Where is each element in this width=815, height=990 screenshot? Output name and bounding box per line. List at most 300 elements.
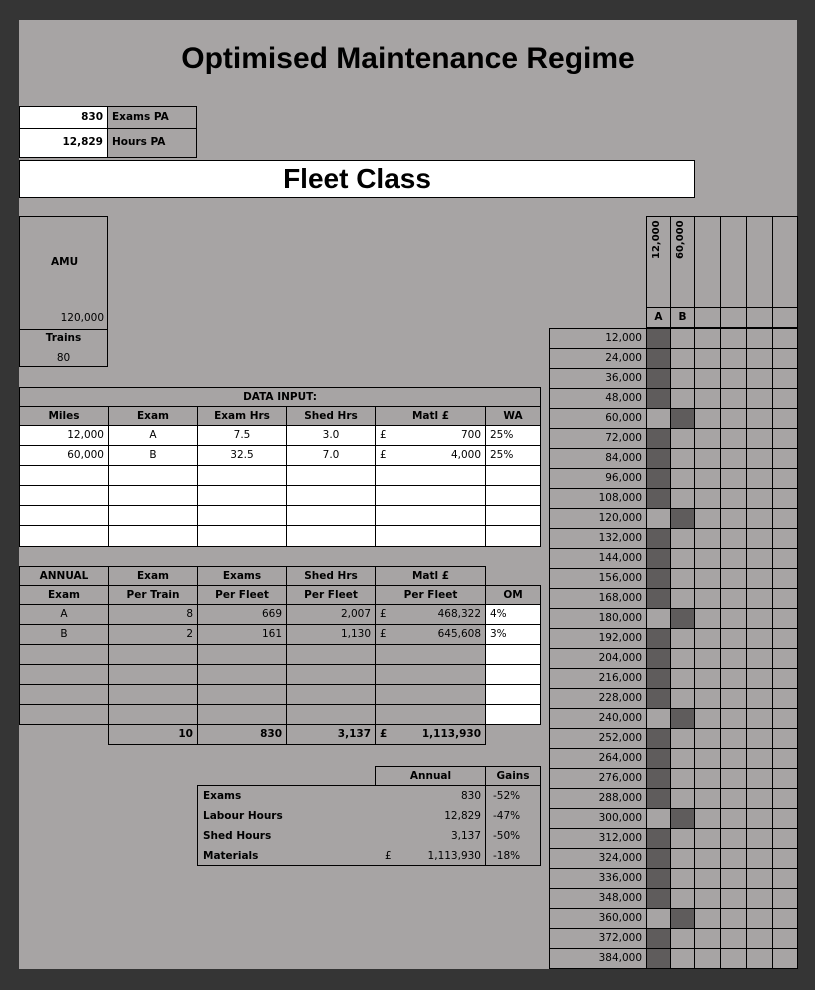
schedule-header-cell — [694, 216, 721, 308]
annual-cell: 2,007 — [286, 604, 376, 625]
schedule-cell — [694, 448, 721, 469]
schedule-row-miles: 168,000 — [549, 588, 647, 609]
schedule-cell — [746, 808, 773, 829]
schedule-header-cell — [720, 216, 747, 308]
schedule-cell — [746, 828, 773, 849]
annual-cell — [375, 664, 486, 685]
data-input-cell[interactable] — [19, 465, 109, 486]
schedule-cell — [694, 808, 721, 829]
schedule-cell — [746, 928, 773, 949]
schedule-cell — [694, 888, 721, 909]
schedule-cell — [720, 608, 747, 629]
data-input-cell[interactable] — [108, 465, 198, 486]
data-input-cell[interactable] — [485, 525, 541, 547]
annual-cell: 161 — [197, 624, 287, 645]
schedule-cell — [772, 848, 798, 869]
data-input-cell[interactable]: 7.5 — [197, 425, 287, 446]
schedule-exam-marker — [646, 528, 671, 549]
schedule-exam-marker — [646, 948, 671, 969]
schedule-cell — [772, 348, 798, 369]
annual-cell[interactable]: 3% — [485, 624, 541, 645]
annual-header: Matl £ — [375, 566, 486, 586]
annual-cell — [19, 684, 109, 705]
data-input-cell[interactable]: 25% — [485, 425, 541, 446]
data-input-cell[interactable] — [19, 505, 109, 526]
schedule-letter-cell — [720, 307, 747, 328]
schedule-cell — [694, 508, 721, 529]
schedule-cell — [670, 568, 695, 589]
annual-subheader: Per Fleet — [197, 585, 287, 605]
annual-cell[interactable] — [485, 704, 541, 725]
schedule-cell — [772, 808, 798, 829]
schedule-cell — [746, 508, 773, 529]
data-input-cell[interactable] — [286, 485, 376, 506]
schedule-exam-marker — [646, 888, 671, 909]
schedule-cell — [746, 328, 773, 349]
annual-cell — [19, 644, 109, 665]
gains-row-value: -47% — [493, 810, 521, 822]
schedule-exam-marker — [646, 568, 671, 589]
data-input-cell[interactable] — [108, 485, 198, 506]
schedule-cell — [746, 548, 773, 569]
schedule-cell — [746, 468, 773, 489]
schedule-cell — [746, 428, 773, 449]
schedule-cell — [670, 788, 695, 809]
annual-cell — [286, 644, 376, 665]
data-input-cell[interactable]: £ 700 — [375, 425, 486, 446]
schedule-cell — [670, 728, 695, 749]
schedule-row-miles: 300,000 — [549, 808, 647, 829]
schedule-cell — [720, 508, 747, 529]
schedule-cell — [720, 568, 747, 589]
schedule-cell — [746, 368, 773, 389]
gains-separator — [485, 785, 486, 866]
schedule-cell — [670, 648, 695, 669]
schedule-cell — [694, 368, 721, 389]
exams-pa-label: Exams PA — [107, 106, 197, 129]
schedule-cell — [720, 528, 747, 549]
schedule-cell — [694, 628, 721, 649]
data-input-cell[interactable]: 25% — [485, 445, 541, 466]
schedule-column-miles: 12,000 — [651, 220, 662, 259]
schedule-cell — [670, 888, 695, 909]
schedule-cell — [670, 488, 695, 509]
schedule-row-miles: 12,000 — [549, 328, 647, 349]
schedule-exam-marker — [646, 468, 671, 489]
gains-header-gains: Gains — [485, 766, 541, 786]
schedule-cell — [720, 408, 747, 429]
annual-total: 3,137 — [286, 724, 376, 745]
data-input-cell[interactable] — [197, 465, 287, 486]
schedule-cell — [746, 748, 773, 769]
data-input-cell[interactable] — [375, 525, 486, 547]
schedule-row-miles: 120,000 — [549, 508, 647, 529]
schedule-cell — [746, 388, 773, 409]
schedule-cell — [772, 668, 798, 689]
currency-symbol: £ — [385, 850, 392, 862]
data-input-cell[interactable] — [197, 505, 287, 526]
annual-total: 830 — [197, 724, 287, 745]
schedule-exam-marker — [646, 368, 671, 389]
annual-header: Exams — [197, 566, 287, 586]
schedule-exam-marker — [646, 788, 671, 809]
data-input-cell[interactable] — [375, 465, 486, 486]
schedule-cell — [772, 688, 798, 709]
data-input-cell[interactable] — [286, 465, 376, 486]
schedule-cell — [720, 328, 747, 349]
schedule-row-miles: 276,000 — [549, 768, 647, 789]
currency-symbol: £ — [380, 429, 387, 441]
data-input-cell[interactable] — [375, 485, 486, 506]
gains-row-label: Labour Hours — [203, 810, 283, 822]
data-input-header: Exam Hrs — [197, 406, 287, 426]
data-input-cell[interactable]: 60,000 — [19, 445, 109, 466]
schedule-cell — [670, 748, 695, 769]
schedule-row-miles: 288,000 — [549, 788, 647, 809]
annual-cell: £ 645,608 — [375, 624, 486, 645]
schedule-cell — [772, 468, 798, 489]
annual-cell: 2 — [108, 624, 198, 645]
schedule-cell — [720, 828, 747, 849]
schedule-cell — [694, 848, 721, 869]
schedule-cell — [746, 848, 773, 869]
schedule-cell — [720, 768, 747, 789]
data-input-cell[interactable] — [286, 505, 376, 526]
gains-row-annual: 3,137 — [450, 830, 481, 842]
schedule-cell — [772, 948, 798, 969]
schedule-row-miles: 156,000 — [549, 568, 647, 589]
schedule-cell — [720, 348, 747, 369]
schedule-cell — [720, 728, 747, 749]
annual-cell — [286, 704, 376, 725]
data-input-cell[interactable] — [375, 505, 486, 526]
schedule-cell — [746, 608, 773, 629]
schedule-cell — [720, 368, 747, 389]
schedule-cell — [772, 648, 798, 669]
schedule-letter-cell: A — [646, 307, 671, 328]
currency-symbol: £ — [380, 449, 387, 461]
schedule-row-miles: 324,000 — [549, 848, 647, 869]
schedule-cell — [670, 528, 695, 549]
data-input-cell[interactable] — [108, 525, 198, 547]
schedule-exam-marker — [646, 588, 671, 609]
schedule-cell — [670, 948, 695, 969]
annual-cell: 669 — [197, 604, 287, 625]
annual-cell: £ 468,322 — [375, 604, 486, 625]
currency-symbol: £ — [380, 728, 388, 740]
annual-cell — [108, 704, 198, 725]
schedule-cell — [694, 588, 721, 609]
trains-value[interactable]: 80 — [56, 352, 71, 364]
schedule-cell — [772, 548, 798, 569]
annual-subheader: Per Fleet — [375, 585, 486, 605]
schedule-header-cell — [772, 216, 798, 308]
annual-cell — [197, 644, 287, 665]
schedule-exam-marker — [646, 848, 671, 869]
schedule-row-miles: 228,000 — [549, 688, 647, 709]
schedule-exam-marker — [646, 928, 671, 949]
data-input-cell[interactable] — [108, 505, 198, 526]
schedule-cell — [670, 348, 695, 369]
schedule-cell — [720, 588, 747, 609]
schedule-row-miles: 72,000 — [549, 428, 647, 449]
schedule-exam-marker — [646, 388, 671, 409]
schedule-cell — [694, 528, 721, 549]
schedule-cell — [772, 368, 798, 389]
gains-row-value: -50% — [493, 830, 521, 842]
schedule-cell — [720, 928, 747, 949]
schedule-cell — [720, 888, 747, 909]
schedule-cell — [746, 708, 773, 729]
annual-cell — [197, 684, 287, 705]
schedule-cell — [694, 708, 721, 729]
schedule-exam-marker — [646, 348, 671, 369]
schedule-row-miles: 180,000 — [549, 608, 647, 629]
annual-cell[interactable] — [485, 664, 541, 685]
schedule-exam-marker — [670, 408, 695, 429]
schedule-letter-cell — [746, 307, 773, 328]
data-input-cell[interactable] — [197, 525, 287, 547]
schedule-cell — [646, 708, 671, 729]
spreadsheet-sheet — [19, 20, 797, 969]
schedule-row-miles: 348,000 — [549, 888, 647, 909]
schedule-exam-marker — [646, 648, 671, 669]
schedule-cell — [772, 408, 798, 429]
schedule-cell — [772, 628, 798, 649]
annual-cell — [19, 664, 109, 685]
annual-cell — [197, 664, 287, 685]
schedule-cell — [670, 928, 695, 949]
schedule-cell — [746, 768, 773, 789]
schedule-cell — [720, 388, 747, 409]
schedule-cell — [720, 648, 747, 669]
schedule-cell — [670, 428, 695, 449]
schedule-cell — [746, 568, 773, 589]
schedule-cell — [772, 828, 798, 849]
schedule-exam-marker — [646, 748, 671, 769]
schedule-cell — [772, 748, 798, 769]
schedule-exam-marker — [646, 768, 671, 789]
schedule-cell — [694, 348, 721, 369]
schedule-cell — [720, 848, 747, 869]
gains-header-annual: Annual — [375, 766, 486, 786]
annual-cell: A — [19, 604, 109, 625]
schedule-cell — [670, 468, 695, 489]
annual-header: Shed Hrs — [286, 566, 376, 586]
schedule-cell — [720, 788, 747, 809]
schedule-cell — [694, 568, 721, 589]
schedule-cell — [646, 908, 671, 929]
schedule-exam-marker — [646, 728, 671, 749]
schedule-cell — [746, 488, 773, 509]
schedule-cell — [720, 688, 747, 709]
schedule-cell — [670, 828, 695, 849]
schedule-cell — [746, 408, 773, 429]
schedule-cell — [670, 448, 695, 469]
schedule-cell — [746, 948, 773, 969]
schedule-exam-marker — [670, 908, 695, 929]
data-input-cell[interactable]: 7.0 — [286, 445, 376, 466]
annual-subheader: Exam — [19, 585, 109, 605]
schedule-cell — [694, 908, 721, 929]
schedule-column-miles: 60,000 — [675, 220, 686, 259]
schedule-row-miles: 264,000 — [549, 748, 647, 769]
schedule-cell — [720, 808, 747, 829]
schedule-row-miles: 240,000 — [549, 708, 647, 729]
schedule-letter-cell: B — [670, 307, 695, 328]
schedule-cell — [694, 648, 721, 669]
hours-pa-value[interactable]: 12,829 — [19, 128, 108, 158]
schedule-cell — [746, 868, 773, 889]
schedule-row-miles: 84,000 — [549, 448, 647, 469]
schedule-cell — [670, 688, 695, 709]
annual-cell — [19, 704, 109, 725]
schedule-cell — [694, 608, 721, 629]
annual-cell[interactable] — [485, 644, 541, 665]
annual-cell — [286, 664, 376, 685]
sheet-title: Optimised Maintenance Regime — [181, 42, 635, 75]
schedule-cell — [720, 428, 747, 449]
data-input-header: Exam — [108, 406, 198, 426]
schedule-exam-marker — [646, 828, 671, 849]
schedule-cell — [772, 868, 798, 889]
schedule-cell — [670, 588, 695, 609]
schedule-exam-marker — [670, 608, 695, 629]
annual-cell — [375, 704, 486, 725]
schedule-cell — [694, 828, 721, 849]
exams-pa-value[interactable]: 830 — [19, 106, 108, 129]
data-input-cell[interactable] — [485, 485, 541, 506]
schedule-cell — [720, 948, 747, 969]
schedule-cell — [720, 468, 747, 489]
schedule-cell — [746, 528, 773, 549]
schedule-cell — [772, 908, 798, 929]
schedule-row-miles: 312,000 — [549, 828, 647, 849]
currency-symbol: £ — [380, 628, 387, 640]
schedule-row-miles: 216,000 — [549, 668, 647, 689]
schedule-exam-marker — [670, 508, 695, 529]
schedule-cell — [694, 748, 721, 769]
gains-row-label: Shed Hours — [203, 830, 272, 842]
data-input-cell[interactable]: 3.0 — [286, 425, 376, 446]
schedule-cell — [694, 428, 721, 449]
data-input-header: Shed Hrs — [286, 406, 376, 426]
data-input-cell[interactable]: 12,000 — [19, 425, 109, 446]
schedule-row-miles: 204,000 — [549, 648, 647, 669]
schedule-cell — [772, 328, 798, 349]
schedule-cell — [694, 728, 721, 749]
schedule-cell — [646, 808, 671, 829]
schedule-cell — [720, 748, 747, 769]
schedule-cell — [772, 928, 798, 949]
gains-row-annual: 1,113,930 — [427, 850, 481, 862]
schedule-exam-marker — [646, 688, 671, 709]
schedule-row-miles: 132,000 — [549, 528, 647, 549]
data-input-cell[interactable]: B — [108, 445, 198, 466]
data-input-cell[interactable]: 32.5 — [197, 445, 287, 466]
annual-cell — [197, 704, 287, 725]
schedule-cell — [694, 388, 721, 409]
annual-cell: B — [19, 624, 109, 645]
schedule-row-miles: 384,000 — [549, 948, 647, 969]
schedule-exam-marker — [646, 428, 671, 449]
data-input-cell[interactable] — [286, 525, 376, 547]
amu-label: AMU — [51, 256, 79, 268]
annual-header: ANNUAL — [19, 566, 109, 586]
data-input-header: Matl £ — [375, 406, 486, 426]
gains-row-value: -52% — [493, 790, 521, 802]
data-input-cell[interactable]: £ 4,000 — [375, 445, 486, 466]
schedule-cell — [670, 668, 695, 689]
schedule-cell — [670, 328, 695, 349]
data-input-cell[interactable] — [19, 485, 109, 506]
hours-pa-label: Hours PA — [107, 128, 197, 158]
schedule-cell — [720, 908, 747, 929]
schedule-cell — [694, 928, 721, 949]
data-input-header: WA — [485, 406, 541, 426]
schedule-row-miles: 48,000 — [549, 388, 647, 409]
schedule-cell — [694, 468, 721, 489]
data-input-cell[interactable] — [197, 485, 287, 506]
data-input-cell[interactable]: A — [108, 425, 198, 446]
amu-value[interactable]: 120,000 — [60, 312, 104, 324]
schedule-letter-cell — [772, 307, 798, 328]
schedule-cell — [746, 668, 773, 689]
annual-subheader: Per Train — [108, 585, 198, 605]
schedule-row-miles: 192,000 — [549, 628, 647, 649]
schedule-cell — [670, 628, 695, 649]
annual-cell[interactable]: 4% — [485, 604, 541, 625]
schedule-cell — [720, 548, 747, 569]
schedule-cell — [646, 608, 671, 629]
schedule-cell — [772, 568, 798, 589]
schedule-cell — [772, 728, 798, 749]
schedule-cell — [670, 388, 695, 409]
schedule-cell — [694, 948, 721, 969]
annual-header: Exam — [108, 566, 198, 586]
schedule-exam-marker — [646, 668, 671, 689]
data-input-cell[interactable] — [485, 465, 541, 486]
schedule-cell — [720, 628, 747, 649]
schedule-row-miles: 24,000 — [549, 348, 647, 369]
gains-row-label: Exams — [203, 790, 242, 802]
schedule-cell — [772, 788, 798, 809]
schedule-cell — [772, 608, 798, 629]
schedule-cell — [746, 648, 773, 669]
schedule-cell — [746, 788, 773, 809]
gains-row-value: -18% — [493, 850, 521, 862]
annual-cell[interactable] — [485, 684, 541, 705]
data-input-cell[interactable] — [19, 525, 109, 547]
annual-cell — [375, 684, 486, 705]
schedule-cell — [694, 668, 721, 689]
schedule-cell — [720, 448, 747, 469]
schedule-cell — [720, 868, 747, 889]
schedule-cell — [720, 708, 747, 729]
annual-cell — [108, 644, 198, 665]
schedule-cell — [746, 448, 773, 469]
annual-cell — [108, 664, 198, 685]
schedule-row-miles: 336,000 — [549, 868, 647, 889]
data-input-header: Miles — [19, 406, 109, 426]
schedule-cell — [694, 688, 721, 709]
annual-cell — [286, 684, 376, 705]
gains-row-label: Materials — [203, 850, 259, 862]
data-input-cell[interactable] — [485, 505, 541, 526]
schedule-exam-marker — [646, 868, 671, 889]
schedule-cell — [772, 888, 798, 909]
schedule-cell — [746, 908, 773, 929]
